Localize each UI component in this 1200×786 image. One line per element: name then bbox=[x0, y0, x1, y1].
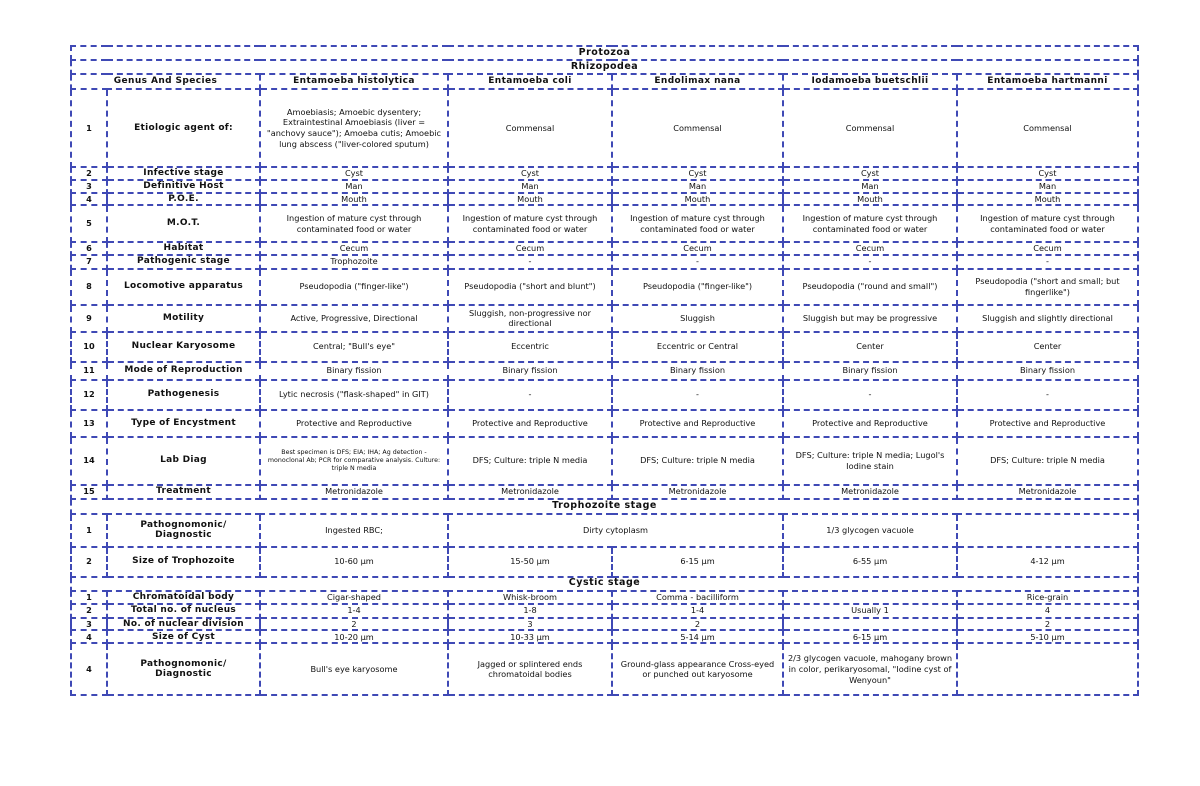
table-cell: Man bbox=[957, 180, 1138, 193]
table-cell: 4 bbox=[957, 604, 1138, 618]
row-number: 11 bbox=[71, 362, 107, 380]
table-cell: Ground-glass appearance Cross-eyed or punched out karyosome bbox=[612, 643, 783, 695]
table-cell: 10-33 µm bbox=[448, 630, 612, 643]
genus-header: Genus And Species bbox=[71, 74, 260, 89]
table-cell: Sluggish and slightly directional bbox=[957, 305, 1138, 332]
row-label: Pathogenic stage bbox=[107, 255, 260, 269]
table-cell: Comma - bacilliform bbox=[612, 591, 783, 604]
row-number: 2 bbox=[71, 167, 107, 180]
section-row bbox=[71, 499, 1138, 514]
table-row bbox=[71, 167, 1138, 180]
table-cell: Eccentric bbox=[448, 332, 612, 362]
row-number: 10 bbox=[71, 332, 107, 362]
table-cell: Ingestion of mature cyst through contaminated food or water bbox=[957, 205, 1138, 242]
row-number: 8 bbox=[71, 269, 107, 305]
row-number: 3 bbox=[71, 180, 107, 193]
table-cell: Binary fission bbox=[448, 362, 612, 380]
row-label: Mode of Reproduction bbox=[107, 362, 260, 380]
protozoa-comparison-table bbox=[70, 45, 1139, 696]
table-cell: Protective and Reproductive bbox=[260, 410, 448, 437]
table-row bbox=[71, 205, 1138, 242]
header-row bbox=[71, 74, 1138, 89]
table-cell: - bbox=[957, 255, 1138, 269]
row-label: P.O.E. bbox=[107, 193, 260, 206]
table-subtitle: Rhizopodea bbox=[71, 60, 1138, 74]
row-label: Total no. of nucleus bbox=[107, 604, 260, 618]
row-label: Chromatoidal body bbox=[107, 591, 260, 604]
table-row bbox=[71, 180, 1138, 193]
table-row bbox=[71, 643, 1138, 695]
row-label: Type of Encystment bbox=[107, 410, 260, 437]
table-cell: 3 bbox=[448, 618, 612, 631]
table-cell: - bbox=[448, 255, 612, 269]
table-cell: 1-8 bbox=[448, 604, 612, 618]
row-label: Pathogenesis bbox=[107, 380, 260, 410]
table-cell: Metronidazole bbox=[448, 485, 612, 499]
table-cell: Man bbox=[783, 180, 957, 193]
species-header: Iodamoeba buetschlii bbox=[783, 74, 957, 89]
table-cell: Ingestion of mature cyst through contaminated food or water bbox=[448, 205, 612, 242]
table-row bbox=[71, 380, 1138, 410]
table-cell: Whisk-broom bbox=[448, 591, 612, 604]
table-cell: Binary fission bbox=[260, 362, 448, 380]
row-label: Nuclear Karyosome bbox=[107, 332, 260, 362]
table-cell: Usually 1 bbox=[783, 604, 957, 618]
species-header: Endolimax nana bbox=[612, 74, 783, 89]
subtitle-row bbox=[71, 60, 1138, 74]
table-cell: Binary fission bbox=[783, 362, 957, 380]
table-cell: Pseudopodia ("finger-like") bbox=[612, 269, 783, 305]
table-cell: Pseudopodia ("short and small; but fingerlike") bbox=[957, 269, 1138, 305]
table-cell: - bbox=[957, 380, 1138, 410]
table-cell: Metronidazole bbox=[957, 485, 1138, 499]
row-label: Pathognomonic/ Diagnostic bbox=[107, 514, 260, 547]
table-cell: Commensal bbox=[448, 89, 612, 167]
row-label: Treatment bbox=[107, 485, 260, 499]
table-cell: Protective and Reproductive bbox=[783, 410, 957, 437]
table-row bbox=[71, 618, 1138, 631]
table-row bbox=[71, 485, 1138, 499]
trophozoite-section-title: Trophozoite stage bbox=[71, 499, 1138, 514]
table-cell: Ingested RBC; bbox=[260, 514, 448, 547]
row-label: Pathognomonic/ Diagnostic bbox=[107, 643, 260, 695]
table-cell: Cigar-shaped bbox=[260, 591, 448, 604]
table-cell: DFS; Culture: triple N media bbox=[957, 437, 1138, 485]
row-number: 7 bbox=[71, 255, 107, 269]
row-label: Size of Trophozoite bbox=[107, 547, 260, 577]
table-cell: 1-4 bbox=[612, 604, 783, 618]
table-cell: Bull's eye karyosome bbox=[260, 643, 448, 695]
table-cell: Ingestion of mature cyst through contaminated food or water bbox=[260, 205, 448, 242]
table-row bbox=[71, 89, 1138, 167]
table-cell: 2 bbox=[957, 618, 1138, 631]
table-cell: Man bbox=[612, 180, 783, 193]
table-cell: 5-14 µm bbox=[612, 630, 783, 643]
row-label: Infective stage bbox=[107, 167, 260, 180]
row-label: Size of Cyst bbox=[107, 630, 260, 643]
table-cell: - bbox=[612, 255, 783, 269]
species-header: Entamoeba coli bbox=[448, 74, 612, 89]
table-cell: Dirty cytoplasm bbox=[448, 514, 783, 547]
species-header: Entamoeba hartmanni bbox=[957, 74, 1138, 89]
table-cell bbox=[783, 618, 957, 631]
table-cell: Cyst bbox=[612, 167, 783, 180]
table-cell: Cecum bbox=[957, 242, 1138, 255]
table-cell: Man bbox=[260, 180, 448, 193]
row-number: 13 bbox=[71, 410, 107, 437]
table-cell: Lytic necrosis ("flask-shaped" in GIT) bbox=[260, 380, 448, 410]
table-cell: Center bbox=[783, 332, 957, 362]
table-cell: Pseudopodia ("finger-like") bbox=[260, 269, 448, 305]
table-cell: - bbox=[783, 255, 957, 269]
row-label: Etiologic agent of: bbox=[107, 89, 260, 167]
row-label: M.O.T. bbox=[107, 205, 260, 242]
table-cell: Commensal bbox=[957, 89, 1138, 167]
table-cell: Mouth bbox=[260, 193, 448, 206]
table-row bbox=[71, 514, 1138, 547]
table-row bbox=[71, 437, 1138, 485]
table-cell: DFS; Culture: triple N media bbox=[448, 437, 612, 485]
table-cell: 6-15 µm bbox=[612, 547, 783, 577]
table-cell: Commensal bbox=[612, 89, 783, 167]
row-label: Lab Diag bbox=[107, 437, 260, 485]
table-cell: Sluggish but may be progressive bbox=[783, 305, 957, 332]
table-cell: Trophozoite bbox=[260, 255, 448, 269]
row-number: 14 bbox=[71, 437, 107, 485]
row-number: 4 bbox=[71, 630, 107, 643]
table-cell: Cyst bbox=[260, 167, 448, 180]
row-label: Motility bbox=[107, 305, 260, 332]
row-number: 2 bbox=[71, 547, 107, 577]
row-number: 15 bbox=[71, 485, 107, 499]
table-cell: Rice-grain bbox=[957, 591, 1138, 604]
table-cell: Cecum bbox=[260, 242, 448, 255]
table-cell: - bbox=[612, 380, 783, 410]
row-number: 4 bbox=[71, 643, 107, 695]
table-cell bbox=[783, 591, 957, 604]
cyst-section-title: Cystic stage bbox=[71, 577, 1138, 591]
table-row bbox=[71, 242, 1138, 255]
table-cell: Binary fission bbox=[957, 362, 1138, 380]
table-row bbox=[71, 362, 1138, 380]
table-cell bbox=[957, 514, 1138, 547]
row-number: 1 bbox=[71, 591, 107, 604]
row-number: 1 bbox=[71, 89, 107, 167]
table-row bbox=[71, 604, 1138, 618]
table-row bbox=[71, 255, 1138, 269]
table-cell: 2 bbox=[612, 618, 783, 631]
table-cell: 1-4 bbox=[260, 604, 448, 618]
row-number: 6 bbox=[71, 242, 107, 255]
row-label: Locomotive apparatus bbox=[107, 269, 260, 305]
table-cell: Pseudopodia ("short and blunt") bbox=[448, 269, 612, 305]
table-title: Protozoa bbox=[71, 46, 1138, 60]
table-cell: Active, Progressive, Directional bbox=[260, 305, 448, 332]
section-row bbox=[71, 577, 1138, 591]
table-row bbox=[71, 305, 1138, 332]
table-cell: Central; "Bull's eye" bbox=[260, 332, 448, 362]
table-cell: Protective and Reproductive bbox=[448, 410, 612, 437]
table-cell: DFS; Culture: triple N media bbox=[612, 437, 783, 485]
table-cell: 5-10 µm bbox=[957, 630, 1138, 643]
table-row bbox=[71, 410, 1138, 437]
row-number: 9 bbox=[71, 305, 107, 332]
row-number: 4 bbox=[71, 193, 107, 206]
table-cell: Mouth bbox=[783, 193, 957, 206]
row-number: 12 bbox=[71, 380, 107, 410]
table-cell: 4-12 µm bbox=[957, 547, 1138, 577]
row-number: 5 bbox=[71, 205, 107, 242]
table-cell: Sluggish, non-progressive nor directional bbox=[448, 305, 612, 332]
table-cell: Center bbox=[957, 332, 1138, 362]
table-cell: Cyst bbox=[448, 167, 612, 180]
row-number: 2 bbox=[71, 604, 107, 618]
table-cell: 6-55 µm bbox=[783, 547, 957, 577]
table-cell: 2 bbox=[260, 618, 448, 631]
table-cell: Metronidazole bbox=[612, 485, 783, 499]
title-row bbox=[71, 46, 1138, 60]
table-cell: Jagged or splintered ends chromatoidal bodies bbox=[448, 643, 612, 695]
table-cell: Ingestion of mature cyst through contaminated food or water bbox=[612, 205, 783, 242]
table-cell: - bbox=[783, 380, 957, 410]
table-cell: Cecum bbox=[612, 242, 783, 255]
table-cell: DFS; Culture: triple N media; Lugol's Iodine stain bbox=[783, 437, 957, 485]
table-cell: Metronidazole bbox=[783, 485, 957, 499]
table-cell: Cecum bbox=[783, 242, 957, 255]
table-cell: 15-50 µm bbox=[448, 547, 612, 577]
table-cell: Metronidazole bbox=[260, 485, 448, 499]
species-header: Entamoeba histolytica bbox=[260, 74, 448, 89]
row-label: Definitive Host bbox=[107, 180, 260, 193]
row-number: 1 bbox=[71, 514, 107, 547]
table-cell: 1/3 glycogen vacuole bbox=[783, 514, 957, 547]
table-cell: Ingestion of mature cyst through contaminated food or water bbox=[783, 205, 957, 242]
protozoa-table-sheet bbox=[70, 45, 1137, 696]
table-row bbox=[71, 630, 1138, 643]
table-row bbox=[71, 591, 1138, 604]
table-cell: Cyst bbox=[783, 167, 957, 180]
table-cell: Man bbox=[448, 180, 612, 193]
row-label: Habitat bbox=[107, 242, 260, 255]
table-cell: Best specimen is DFS; EIA; IHA; Ag detection - monoclonal Ab; PCR for comparative analysis. Culture: triple N media bbox=[260, 437, 448, 485]
table-cell: 10-60 µm bbox=[260, 547, 448, 577]
table-cell: 2/3 glycogen vacuole, mahogany brown in color, perikaryosomal, "Iodine cyst of Wenyoun" bbox=[783, 643, 957, 695]
table-row bbox=[71, 332, 1138, 362]
table-row bbox=[71, 269, 1138, 305]
row-label: No. of nuclear division bbox=[107, 618, 260, 631]
table-row bbox=[71, 547, 1138, 577]
row-number: 3 bbox=[71, 618, 107, 631]
table-row bbox=[71, 193, 1138, 206]
table-cell: 10-20 µm bbox=[260, 630, 448, 643]
table-cell: Sluggish bbox=[612, 305, 783, 332]
table-cell: Cyst bbox=[957, 167, 1138, 180]
table-cell: Mouth bbox=[448, 193, 612, 206]
table-cell: Amoebiasis; Amoebic dysentery; Extraintestinal Amoebiasis (liver = "anchovy sauce"); Amoeba cutis; Amoebic lung abscess ("liver-colored sputum) bbox=[260, 89, 448, 167]
table-cell: Commensal bbox=[783, 89, 957, 167]
table-cell: Mouth bbox=[612, 193, 783, 206]
table-cell: Cecum bbox=[448, 242, 612, 255]
table-cell: 6-15 µm bbox=[783, 630, 957, 643]
table-cell: Mouth bbox=[957, 193, 1138, 206]
table-cell: Pseudopodia ("round and small") bbox=[783, 269, 957, 305]
table-cell: Protective and Reproductive bbox=[612, 410, 783, 437]
table-cell: Protective and Reproductive bbox=[957, 410, 1138, 437]
table-cell: Eccentric or Central bbox=[612, 332, 783, 362]
table-cell: Binary fission bbox=[612, 362, 783, 380]
table-cell: - bbox=[448, 380, 612, 410]
table-cell bbox=[957, 643, 1138, 695]
